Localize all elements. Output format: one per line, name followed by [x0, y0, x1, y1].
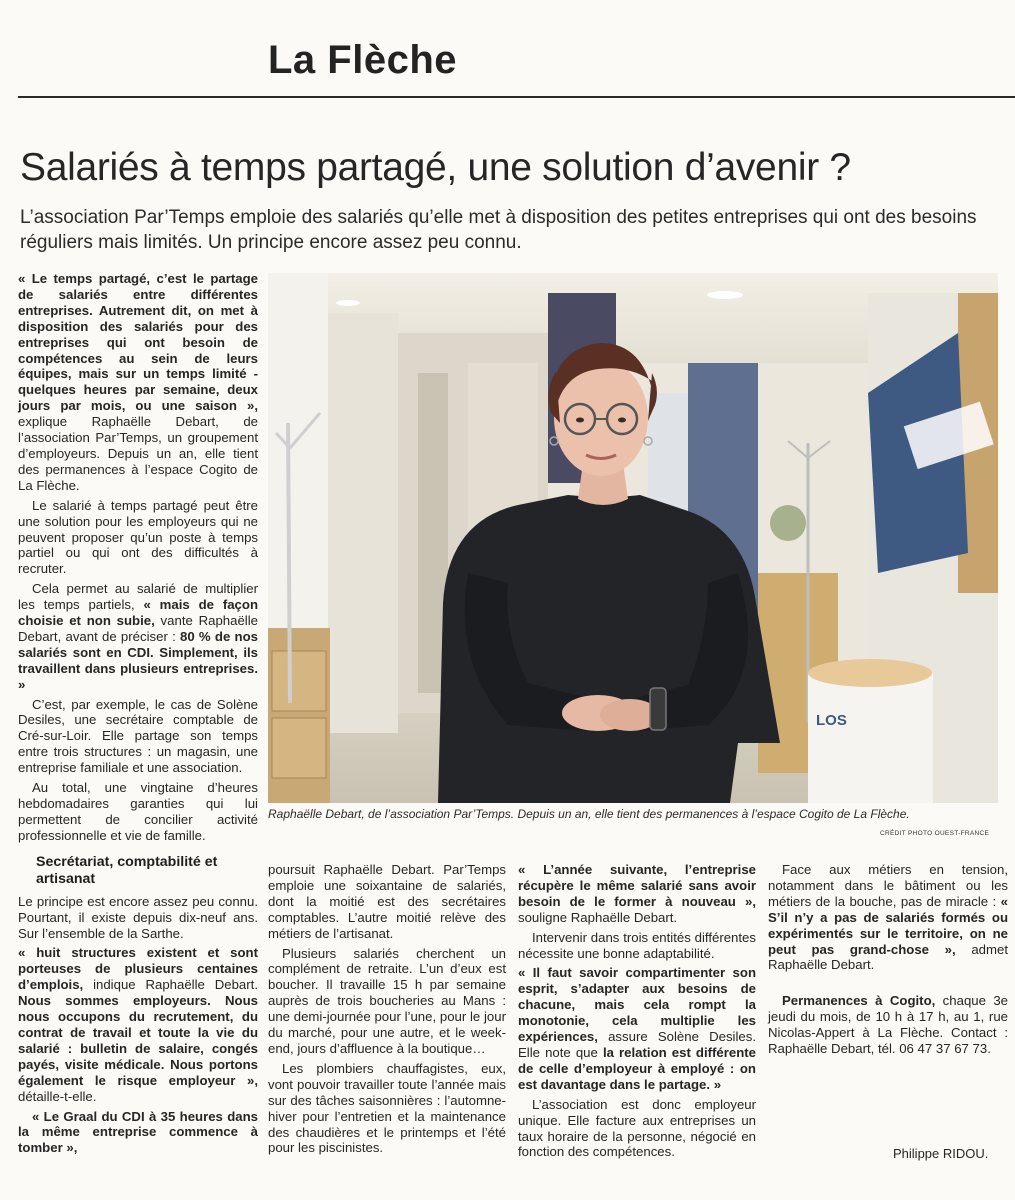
practical-info: [768, 993, 1008, 1057]
text: assure Solène Desiles. Elle note que: [518, 1029, 756, 1060]
text: indique Raphaëlle Debart.: [83, 977, 258, 993]
article-column-3: [518, 862, 756, 1164]
paragraph: L’association est donc employeur unique. Elle facture aux entreprises un taux horaire de la personne, négocié en fonction des compétences.: [518, 1096, 756, 1160]
headline: Salariés à temps partagé, une solution d’avenir ?: [20, 146, 851, 189]
paragraph: [18, 581, 258, 692]
info-label: Permanences à Cogito,: [782, 993, 936, 1009]
quote: « mais de façon choisie et non subie,: [18, 597, 258, 629]
text: Face aux métiers en tension, notamment dans le bâtiment ou les métiers de la bouche, pas de miracle :: [768, 862, 1008, 909]
byline: Philippe RIDOU.: [893, 1146, 989, 1161]
paragraph: [18, 271, 258, 494]
text: Cela permet au salarié de multiplier les temps partiels,: [18, 581, 258, 613]
quote: la relation est différente de celle d’employeur à employé : on est davantage dans le partage. »: [518, 1044, 757, 1092]
quote: « S’il n’y a pas de salariés formés ou expérimentés sur le territoire, on ne peut pas grand-chose »,: [768, 893, 1008, 957]
paragraph: [18, 945, 258, 1104]
section-title: La Flèche: [268, 38, 458, 82]
paragraph: poursuit Raphaëlle Debart. Par’Temps emploie une soixantaine de salariés, dont la moitié est des secrétaires comptables. L’autre moitié relève des métiers de l’artisanat.: [268, 862, 506, 941]
quote: « Le Graal du CDI à 35 heures dans la même entreprise commence à tomber »,: [18, 1108, 258, 1156]
text: souligne Raphaëlle Debart.: [518, 909, 678, 925]
subheading: Secrétariat, comptabilité et artisanat: [36, 853, 218, 887]
photo-illustration: [268, 273, 998, 803]
text: explique Raphaëlle Debart, de l’association Par’Temps, un groupement d’employeurs. Depuis un an, elle tient des permanences à l’espace Cogito de La Flèche.: [18, 414, 258, 493]
paragraph: Plusieurs salariés cherchent un complément de retraite. L’un d’eux est boucher. Il travaille 15 h par semaine auprès de trois boucheries au Mans : une demi-journée pour l’une, pour le jour du marché, pour une autre, et le week-end, jours d’affluence à la boutique…: [268, 945, 506, 1056]
info-text: chaque 3e jeudi du mois, de 10 h à 17 h, au 1, rue Nicolas-Appert à La Flèche. Contact : Raphaëlle Debart, tél. 06 47 37 67 73.: [768, 993, 1009, 1057]
paragraph: Le principe est encore assez peu connu. Pourtant, il existe depuis dix-neuf ans. Sur l’ensemble de la Sarthe.: [18, 893, 258, 941]
text: admet Raphaëlle Debart.: [768, 941, 1008, 973]
quote: « huit structures existent et sont porteuses de plusieurs centaines d’emplois,: [18, 945, 258, 993]
quote: 80 % de nos salariés sont en CDI. Simplement, ils travaillent dans plusieurs entreprises. »: [18, 628, 259, 692]
quote: « L’année suivante, l’entreprise récupère le même salarié sans avoir besoin de le former à nouveau »,: [518, 862, 756, 909]
paragraph: Les plombiers chauffagistes, eux, vont pouvoir travailler toute l’année mais sur des tâches saisonnières : l’automne-hiver pour l’entretien et la maintenance des chaudières et le printemps et l’été pour les piscinistes.: [268, 1060, 506, 1156]
paragraph: [518, 862, 756, 926]
article-column-2: [268, 862, 506, 1160]
desk-sign: LOS: [816, 712, 847, 729]
paragraph: C’est, par exemple, le cas de Solène Desiles, une secrétaire comptable de Cré-sur-Loir. Elle partage son temps entre trois structures : un magasin, une entreprise familiale et une association.: [18, 696, 258, 776]
quote: Nous sommes employeurs. Nous nous occupons du recrutement, du contrat de travail et toute la vie du salarié : bulletin de salaire, congés payés, visite médicale. Nous portons également le risque employeur »,: [18, 993, 258, 1088]
paragraph: [518, 965, 756, 1092]
section-rule: [18, 96, 1015, 98]
quote: « Il faut savoir compartimenter son esprit, s’adapter aux besoins de chacune, mais cela rompt la monotonie, cela multiplie les expériences,: [518, 965, 756, 1045]
quote: « Le temps partagé, c’est le partage de salariés entre différentes entreprises. Autrement dit, on met à disposition des salariés pour des entreprises qui ont besoin de compétences au sein de leurs équipes, mais sur un temps limité - quelques heures par semaine, deux jours par mois, ou une saison »,: [18, 271, 258, 414]
text: détaille-t-elle.: [18, 1088, 97, 1104]
photo-credit: CRÉDIT PHOTO OUEST-FRANCE: [880, 830, 990, 837]
paragraph: Intervenir dans trois entités différentes nécessite une bonne adaptabilité.: [518, 929, 756, 961]
article-column-1: [18, 271, 258, 1160]
photo-caption: Raphaëlle Debart, de l’association Par’Temps. Depuis un an, elle tient des permanences à l’espace Cogito de La Flèche.: [268, 807, 910, 821]
paragraph: [18, 1109, 258, 1157]
standfirst: L’association Par’Temps emploie des salariés qu’elle met à disposition des petites entreprises qui ont des besoins réguliers mais limités. Un principe encore assez peu connu.: [20, 207, 977, 253]
paragraph: Au total, une vingtaine d’heures hebdomadaires garanties qui lui permettent de concilier activité professionnelle et vie de famille.: [18, 780, 258, 843]
paragraph: [768, 862, 1008, 973]
text: vante Raphaëlle Debart, avant de préciser :: [18, 613, 258, 644]
article-photo: [268, 273, 998, 803]
article-column-4: [768, 862, 1008, 1061]
paragraph: Le salarié à temps partagé peut être une solution pour les employeurs qui ne peuvent proposer qu’un poste à temps partiel ou qui ont des difficultés à recruter.: [18, 497, 258, 577]
